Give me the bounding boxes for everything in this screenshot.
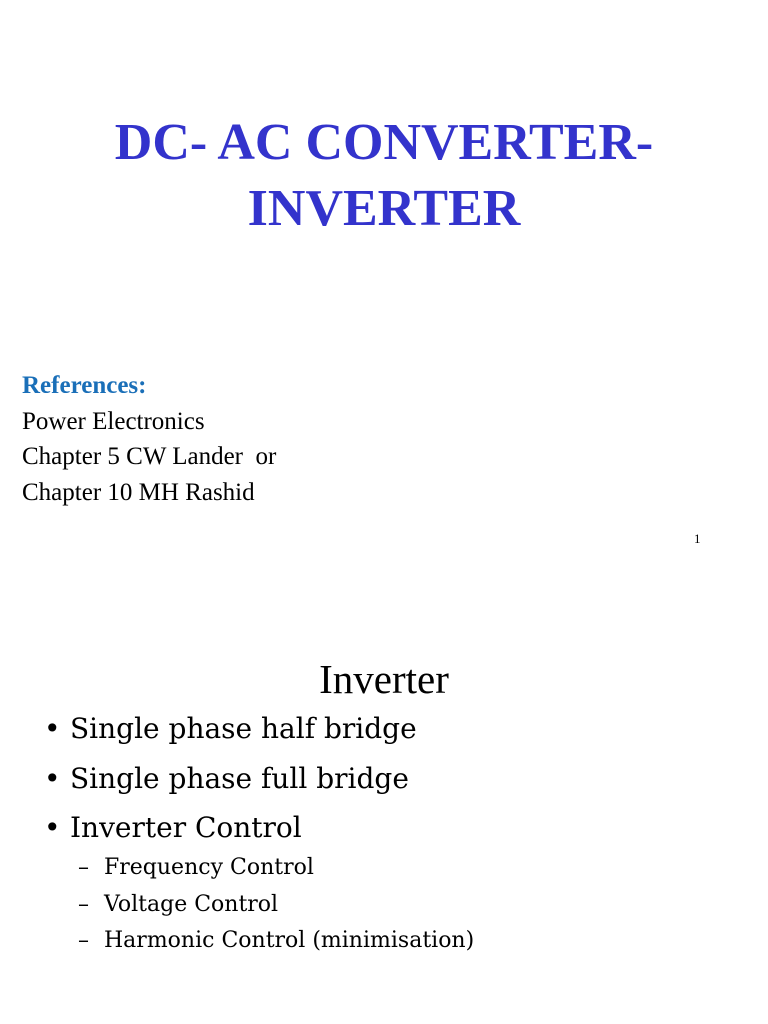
references-heading: References: <box>22 372 147 399</box>
references-block <box>22 368 276 510</box>
title-line-1: DC- AC CONVERTER- <box>114 114 654 171</box>
bullet-list <box>44 704 417 853</box>
reference-line: Chapter 5 CW Lander or <box>22 443 277 470</box>
title-line-2: INVERTER <box>247 180 521 237</box>
sub-list-item <box>78 887 474 924</box>
sub-bullet-list <box>78 850 474 960</box>
list-item-text: Single phase full bridge <box>70 761 409 795</box>
list-item-text: Single phase half bridge <box>70 712 417 745</box>
reference-line: Chapter 10 MH Rashid <box>22 478 255 506</box>
slide-title <box>0 110 768 242</box>
sub-list-item-text: Frequency Control <box>104 855 314 880</box>
list-item <box>44 803 417 853</box>
bullet-icon: • <box>44 761 61 795</box>
sub-list-item <box>78 850 474 887</box>
list-item <box>44 754 417 804</box>
sub-list-item-text: Voltage Control <box>104 891 279 917</box>
list-item-text: Inverter Control <box>70 811 302 844</box>
slide-2 <box>0 560 768 1024</box>
reference-line: Power Electronics <box>22 407 205 435</box>
bullet-icon: • <box>44 811 61 844</box>
sub-list-item <box>78 923 474 960</box>
dash-icon: – <box>78 855 89 880</box>
dash-icon: – <box>78 891 89 917</box>
dash-icon: – <box>78 928 89 953</box>
page-number: 1 <box>694 531 701 546</box>
slide-title: Inverter <box>319 656 449 702</box>
bullet-icon: • <box>44 712 61 745</box>
list-item <box>44 704 417 754</box>
sub-list-item-text: Harmonic Control (minimisation) <box>104 928 475 953</box>
